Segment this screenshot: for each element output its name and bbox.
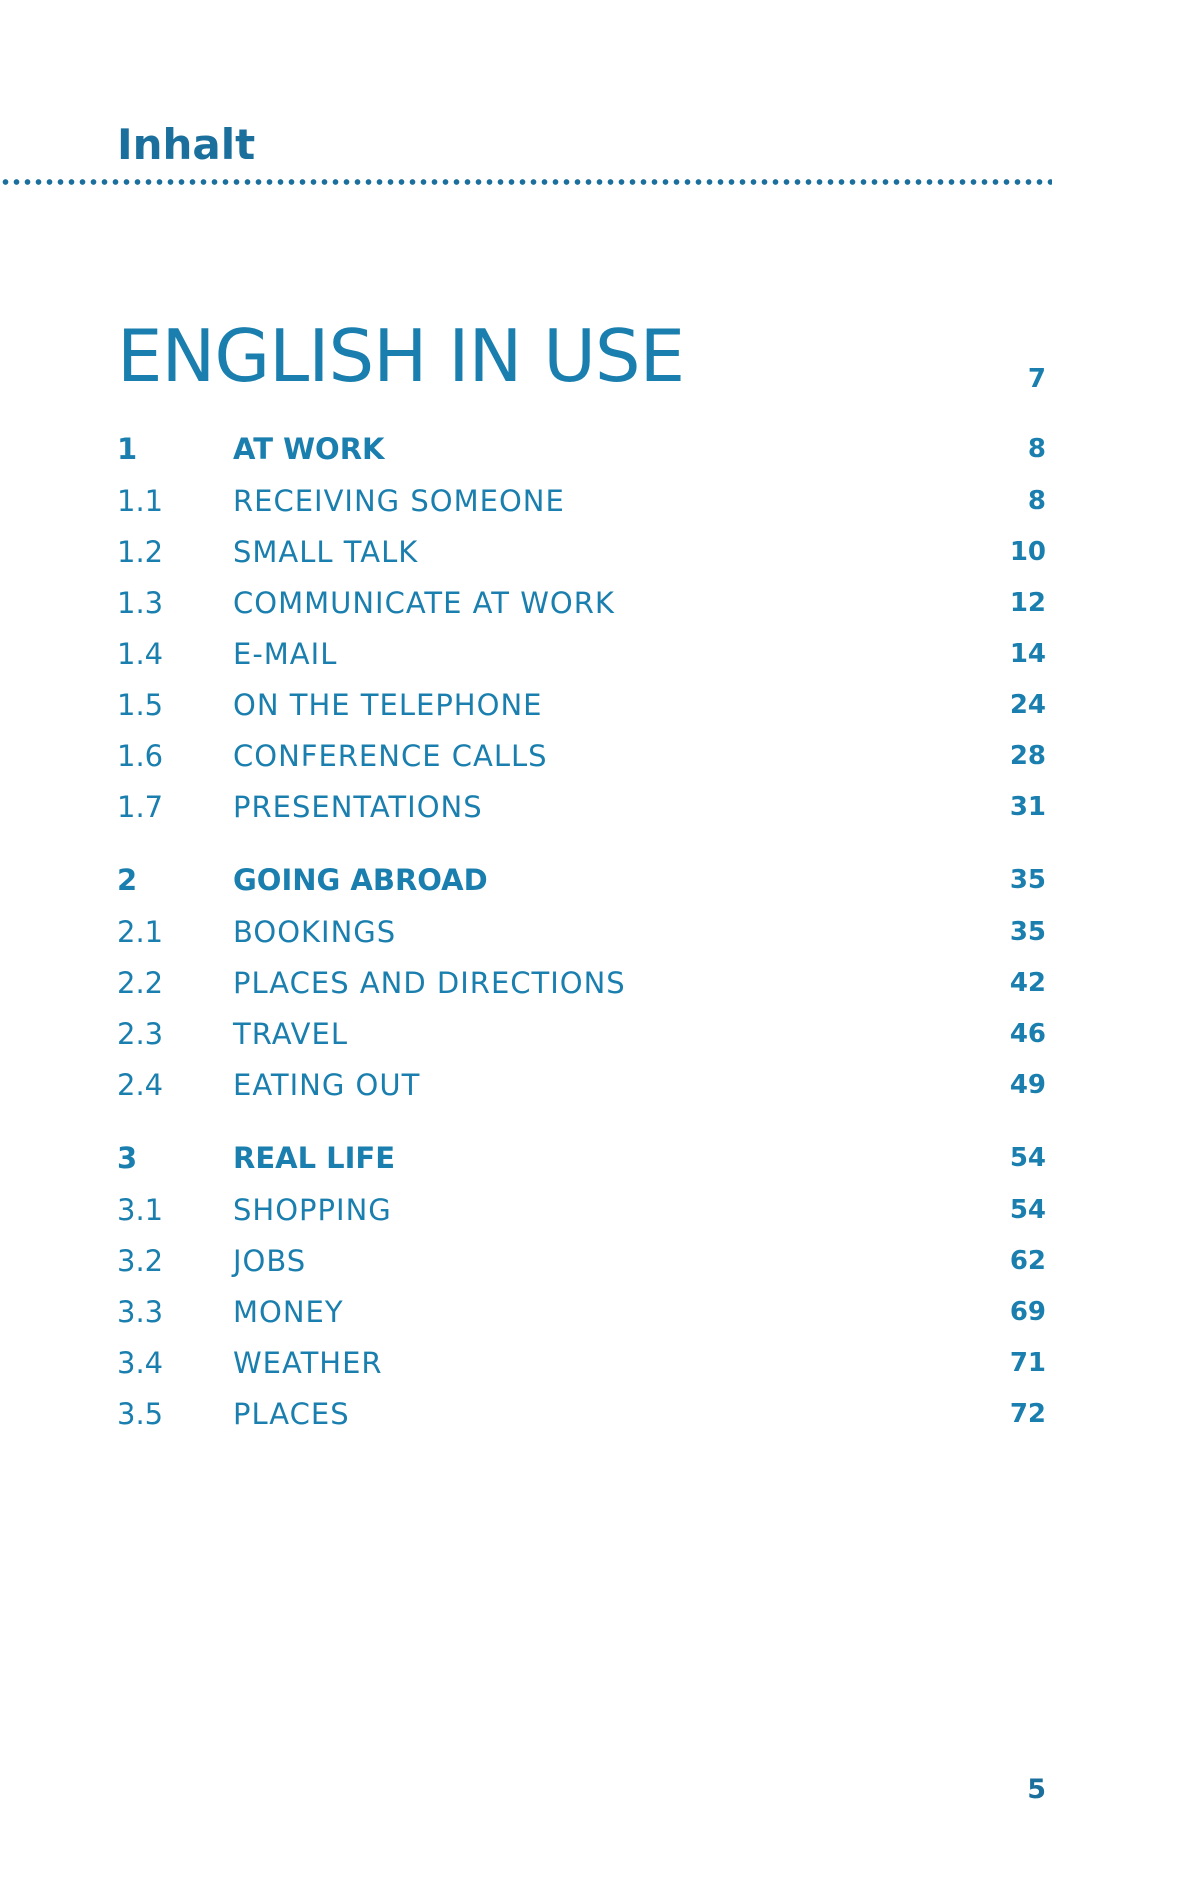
item-title: TRAVEL (233, 1017, 348, 1051)
toc-item[interactable] (117, 731, 1046, 782)
toc-section-going-abroad (117, 855, 1046, 1111)
item-page-number: 71 (1009, 1348, 1046, 1378)
item-title: RECEIVING SOMEONE (233, 484, 565, 518)
item-number: 3.1 (117, 1193, 164, 1227)
item-title: EATING OUT (233, 1068, 421, 1102)
toc-section-heading[interactable] (117, 855, 1046, 907)
toc-item[interactable] (117, 1236, 1046, 1287)
toc-item[interactable] (117, 1009, 1046, 1060)
toc-item[interactable] (117, 680, 1046, 731)
section-page-number: 8 (1027, 434, 1046, 464)
item-page-number: 14 (1009, 639, 1046, 669)
item-number: 2.4 (117, 1068, 164, 1102)
item-page-number: 49 (1009, 1070, 1046, 1100)
item-page-number: 62 (1009, 1246, 1046, 1276)
toc-section-heading[interactable] (117, 1133, 1046, 1185)
toc-item[interactable] (117, 1389, 1046, 1440)
section-number: 3 (117, 1141, 138, 1175)
item-title: WEATHER (233, 1346, 383, 1380)
item-number: 3.3 (117, 1295, 164, 1329)
toc-item[interactable] (117, 958, 1046, 1009)
toc-section-heading[interactable] (117, 424, 1046, 476)
page-number: 5 (1027, 1774, 1046, 1805)
toc-item[interactable] (117, 629, 1046, 680)
toc-item[interactable] (117, 1185, 1046, 1236)
toc-item[interactable] (117, 578, 1046, 629)
item-page-number: 46 (1009, 1019, 1046, 1049)
section-page-number: 54 (1009, 1143, 1046, 1173)
item-number: 3.4 (117, 1346, 164, 1380)
section-page-number: 35 (1009, 865, 1046, 895)
toc-main-page-number: 7 (1027, 364, 1046, 394)
section-number: 2 (117, 863, 138, 897)
item-title: JOBS (233, 1244, 307, 1278)
item-number: 1.1 (117, 484, 164, 518)
item-title: SHOPPING (233, 1193, 392, 1227)
item-page-number: 31 (1009, 792, 1046, 822)
item-title: COMMUNICATE AT WORK (233, 586, 615, 620)
item-number: 1.3 (117, 586, 164, 620)
table-of-contents (117, 314, 1046, 1462)
toc-section-at-work (117, 424, 1046, 833)
item-page-number: 10 (1009, 537, 1046, 567)
item-number: 2.3 (117, 1017, 164, 1051)
section-number: 1 (117, 432, 138, 466)
toc-item[interactable] (117, 1287, 1046, 1338)
dotted-divider (0, 178, 1052, 186)
item-title: SMALL TALK (233, 535, 419, 569)
toc-item[interactable] (117, 782, 1046, 833)
page-header (0, 0, 1182, 190)
item-page-number: 8 (1027, 486, 1046, 516)
section-title: AT WORK (233, 432, 385, 466)
item-page-number: 12 (1009, 588, 1046, 618)
toc-item[interactable] (117, 1060, 1046, 1111)
item-title: ON THE TELEPHONE (233, 688, 543, 722)
item-page-number: 35 (1009, 917, 1046, 947)
item-page-number: 69 (1009, 1297, 1046, 1327)
item-title: PLACES AND DIRECTIONS (233, 966, 626, 1000)
item-page-number: 54 (1009, 1195, 1046, 1225)
item-title: MONEY (233, 1295, 344, 1329)
item-page-number: 28 (1009, 741, 1046, 771)
item-title: PLACES (233, 1397, 350, 1431)
item-title: BOOKINGS (233, 915, 397, 949)
section-title: REAL LIFE (233, 1141, 396, 1175)
item-page-number: 72 (1009, 1399, 1046, 1429)
toc-main-title: ENGLISH IN USE (117, 314, 685, 398)
item-number: 3.2 (117, 1244, 164, 1278)
item-number: 3.5 (117, 1397, 164, 1431)
toc-item[interactable] (117, 527, 1046, 578)
item-title: PRESENTATIONS (233, 790, 483, 824)
item-number: 1.4 (117, 637, 164, 671)
toc-section-real-life (117, 1133, 1046, 1440)
item-title: E-MAIL (233, 637, 338, 671)
item-number: 1.6 (117, 739, 164, 773)
item-page-number: 24 (1009, 690, 1046, 720)
page-title: Inhalt (117, 120, 256, 169)
item-title: CONFERENCE CALLS (233, 739, 548, 773)
toc-item[interactable] (117, 907, 1046, 958)
toc-main-entry[interactable] (117, 314, 1046, 424)
item-number: 1.2 (117, 535, 164, 569)
toc-item[interactable] (117, 1338, 1046, 1389)
item-number: 2.2 (117, 966, 164, 1000)
item-page-number: 42 (1009, 968, 1046, 998)
item-number: 1.7 (117, 790, 164, 824)
item-number: 2.1 (117, 915, 164, 949)
section-title: GOING ABROAD (233, 863, 488, 897)
item-number: 1.5 (117, 688, 164, 722)
toc-item[interactable] (117, 476, 1046, 527)
